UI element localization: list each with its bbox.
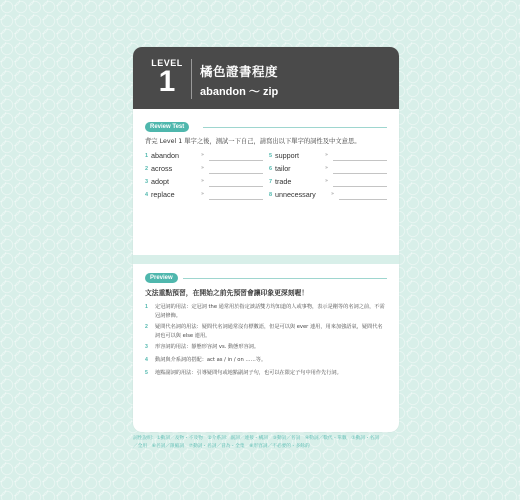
point-text: 定冠詞的用法：定冠詞 the 通常用於指定談話雙方均知道的人或事物，表示是剛等的名詞之前，不需冠詞修飾。: [155, 304, 385, 319]
word-item: [145, 190, 265, 201]
point-text: 動詞與介系詞的搭配：act as / in / on ……等。: [155, 357, 267, 363]
arrow-icon: »: [201, 165, 205, 171]
arrow-icon: »: [201, 178, 205, 184]
review-test-tag: Review Test: [145, 122, 189, 132]
answer-line[interactable]: [333, 186, 387, 187]
word-item: [145, 177, 265, 188]
answer-line[interactable]: [333, 173, 387, 174]
footer-line: 詞性說明：①動詞／及物・不及物 ②介系詞：副詞／連接・構詞 ③動詞／名詞 ④動詞／數代・單數 ⑤動詞・名詞: [133, 436, 380, 441]
point-number: 5: [145, 370, 148, 376]
section-divider: [133, 255, 399, 264]
word-number: 1: [145, 153, 149, 159]
answer-line[interactable]: [333, 160, 387, 161]
point-number: 3: [145, 344, 148, 350]
word-number: 8: [269, 192, 273, 198]
preview-rule: [183, 278, 387, 279]
point-number: 2: [145, 324, 148, 330]
word-text: unnecessary: [275, 190, 316, 199]
review-instruction: 背完 Level 1 單字之後，測試一下自己，請寫出以下單字的詞性及中文意思。: [145, 138, 361, 145]
level-number: 1: [158, 65, 176, 98]
word-text: across: [151, 164, 173, 173]
word-text: replace: [151, 190, 175, 199]
word-number: 4: [145, 192, 149, 198]
word-item: [269, 177, 389, 188]
answer-line[interactable]: [339, 199, 387, 200]
page-title: 橘色證書程度: [200, 64, 279, 79]
word-number: 6: [269, 166, 273, 172]
answer-line[interactable]: [209, 186, 263, 187]
preview-tag: Preview: [145, 273, 178, 283]
level-label: LEVEL: [151, 58, 183, 68]
word-number: 3: [145, 179, 149, 185]
point-text: 形容詞的用法：靜態形容詞 vs. 動態形容詞。: [155, 344, 260, 350]
word-number: 7: [269, 179, 273, 185]
header-divider: [191, 59, 192, 99]
word-text: trade: [275, 177, 292, 186]
word-text: tailor: [275, 164, 291, 173]
answer-key-footer: [133, 435, 399, 451]
point-text: 地點副詞的用法：引導疑問句或地點副詞子句，也可以在限定子句中用作先行詞。: [155, 370, 342, 376]
answer-line[interactable]: [209, 160, 263, 161]
point-number: 4: [145, 357, 148, 363]
answer-line[interactable]: [209, 199, 263, 200]
page-subtitle: abandon ～ zip: [200, 86, 279, 98]
arrow-icon: »: [201, 191, 205, 197]
arrow-icon: »: [201, 152, 205, 158]
point-text: 疑問代名詞的用法：疑問代名詞通常沒有標數語，但是可以與 ever 連用，用來加強語氣，疑問代名詞也可以與 else 連用。: [155, 324, 383, 339]
arrow-icon: »: [325, 165, 329, 171]
word-item: [269, 164, 389, 175]
review-rule: [203, 127, 387, 128]
page: [133, 47, 399, 432]
word-text: abandon: [151, 151, 179, 160]
word-number: 2: [145, 166, 149, 172]
word-item: [145, 164, 265, 175]
footer-line: ／全用 ⑥名詞／限縮詞 ⑦動詞・名詞／冒為・全集 ⑧形容詞／不必要的・多餘的: [133, 444, 310, 449]
word-text: support: [275, 151, 299, 160]
arrow-icon: »: [331, 191, 335, 197]
point-number: 1: [145, 304, 148, 310]
word-text: adopt: [151, 177, 169, 186]
arrow-icon: »: [325, 178, 329, 184]
arrow-icon: »: [325, 152, 329, 158]
word-item: [269, 151, 389, 162]
answer-line[interactable]: [209, 173, 263, 174]
word-item: [269, 190, 389, 201]
level-header: [133, 47, 399, 109]
preview-title: 文法重點預習，在開始之前先預習會讓印象更深刻喔！: [145, 289, 309, 297]
word-number: 5: [269, 153, 273, 159]
word-item: [145, 151, 265, 162]
